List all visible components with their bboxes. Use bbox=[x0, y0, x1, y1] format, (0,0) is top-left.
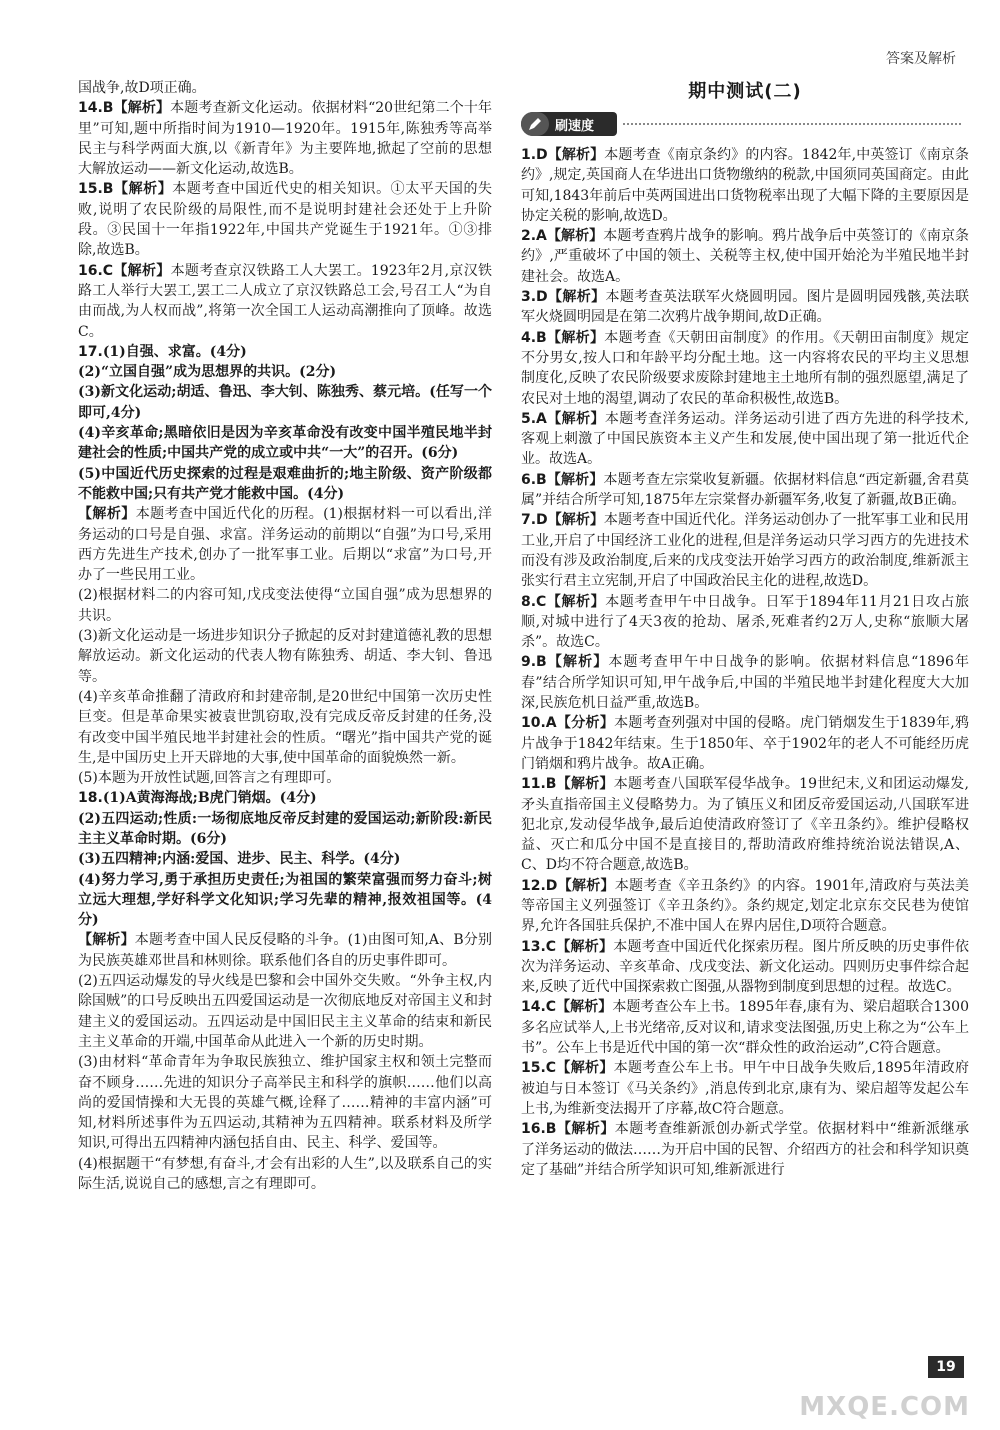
answer-paragraph bbox=[521, 145, 969, 226]
question-number: 14.B bbox=[78, 100, 114, 117]
answer-text: (4)辛亥革命;黑暗依旧是因为辛亥革命没有改变中国半殖民地半封建社会的性质;中国共产党的成立或中共“一大”的召开。(6分) bbox=[78, 425, 492, 462]
answer-text: (2)五四运动爆发的导火线是巴黎和会中国外交失败。“外争主权,内除国贼”的口号反映出五四爱国运动是一次彻底地反对帝国主义和封建主义的爱国运动。五四运动是中国旧民主主义革命的结束和新民主主义革命的开端,中国革命从此进入一个新的历史时期。 bbox=[78, 973, 492, 1050]
answer-text: 本题考查《南京条约》的内容。1842年,中英签订《南京条约》,规定,英国商人在华进出口货物缴纳的税款,中国须同英国商定。由此可知,1843年前后中英两国进出口货物税率出现了大幅下降的主要原因是协定关税的影响,故选D。 bbox=[521, 147, 970, 224]
header-label: 答案及解析 bbox=[886, 51, 956, 67]
answer-text: 本题考查中国近代化。洋务运动创办了一批军事工业和民用工业,开启了中国经济工业化的进程,但是洋务运动只学习西方的先进技术而没有涉及政治制度,后来的戊戌变法开始学习西方的政治制度,维新派主张实行君主立宪制,开启了中国政治民主化的进程,故选D。 bbox=[521, 512, 969, 590]
analysis-tag: 【解析】 bbox=[556, 999, 613, 1016]
analysis-tag: 【解析】 bbox=[546, 329, 605, 346]
analysis-tag: 【解析】 bbox=[556, 938, 614, 955]
question-number: 15.B bbox=[78, 181, 114, 198]
question-number: 10.A bbox=[521, 715, 557, 732]
question-number: 5.A bbox=[521, 410, 547, 427]
answer-paragraph bbox=[78, 1154, 492, 1195]
analysis-tag: 【解析】 bbox=[546, 228, 604, 245]
answer-text: 本题考查洋务运动。洋务运动引进了西方先进的科学技术,客观上刺激了中国民族资本主义产生和发展,使中国出现了第一批近代企业。故选A。 bbox=[521, 410, 970, 468]
answer-paragraph bbox=[78, 78, 492, 98]
answer-paragraph bbox=[521, 652, 969, 713]
answer-paragraph bbox=[521, 713, 969, 774]
analysis-tag: 【解析】 bbox=[556, 1121, 615, 1138]
question-number: 4.B bbox=[521, 329, 547, 346]
answer-text: 本题考查中国近代化探索历程。图片所反映的历史事件依次为洋务运动、辛亥革命、戊戌变法、新文化运动。四则历史事件综合起来,反映了近代中国探索救亡图强,从器物到制度到思想的过程。故选C。 bbox=[521, 938, 970, 996]
answer-paragraph bbox=[521, 409, 969, 470]
answer-text: (2)根据材料二的内容可知,戊戌变法使得“立国自强”成为思想界的共识。 bbox=[78, 587, 492, 624]
answer-text: (5)中国近代历史探索的过程是艰难曲折的;地主阶级、资产阶级都不能救中国;只有共产党才能救中国。(4分) bbox=[78, 465, 492, 502]
page-number: 19 bbox=[928, 1356, 964, 1378]
question-number: 1.D bbox=[521, 147, 548, 163]
answer-paragraph bbox=[78, 1052, 492, 1153]
analysis-tag: 【解析】 bbox=[556, 776, 614, 793]
question-number: 11.B bbox=[521, 776, 557, 793]
analysis-tag: 【解析】 bbox=[78, 932, 135, 949]
answer-text: 本题考查甲午中日战争。日军于1894年11月21日攻占旅顺,对城中进行了4天3夜的抢劫、屠杀,死难者约2万人,史称“旅顺大屠杀”。故选C。 bbox=[521, 593, 970, 651]
analysis-tag: 【解析】 bbox=[113, 181, 173, 198]
answer-paragraph bbox=[78, 382, 492, 423]
answer-paragraph bbox=[521, 328, 969, 409]
answer-text: 本题考查鸦片战争的影响。鸦片战争后中英签订的《南京条约》,严重破坏了中国的领土、关税等主权,使中国开始沦为半殖民地半封建社会。故选A。 bbox=[521, 228, 970, 285]
analysis-tag: 【解析】 bbox=[113, 262, 171, 279]
answer-text: 本题考查左宗棠收复新疆。依据材料信息“西定新疆,舍君莫属”并结合所学可知,1875年左宗棠督办新疆军务,收复了新疆,故B正确。 bbox=[521, 471, 970, 509]
pencil-icon bbox=[521, 112, 549, 136]
analysis-tag: 【分析】 bbox=[556, 715, 615, 732]
answer-text: 本题考查中国近代化的历程。(1)根据材料一可以看出,洋务运动的口号是自强、求富。洋务运动的前期以“自强”为口号,采用西方先进生产技术,创办了一批军事工业。后期以“求富”为口号,开办了一些民用工业。 bbox=[78, 506, 493, 584]
answer-text: 本题考查列强对中国的侵略。虎门销烟发生于1839年,鸦片战争于1842年结束。生于1850年、卒于1902年的老人不可能经历虎门销烟和鸦片战争。故A正确。 bbox=[521, 715, 970, 772]
answer-text: (3)由材料“革命青年为争取民族独立、维护国家主权和领土完整而奋不顾身……先进的知识分子高举民主和科学的旗帜……他们以高尚的爱国情操和大无畏的英雄气概,诠释了……精神的丰富内涵”可知,材料所述事件为五四运动,其精神为五四精神。联系材料及所学知识,可得出五四精神内涵包括自由、民主、科学、爱国等。 bbox=[78, 1054, 492, 1152]
answer-text: (1)A黄海海战;B虎门销烟。(4分) bbox=[102, 790, 317, 807]
question-number: 9.B bbox=[521, 654, 547, 671]
analysis-tag: 【解析】 bbox=[113, 100, 171, 117]
answer-paragraph bbox=[521, 876, 969, 937]
answer-paragraph bbox=[521, 287, 969, 328]
answer-paragraph bbox=[521, 997, 969, 1058]
answer-text: 本题考查公车上书。甲午中日战争失败后,1895年清政府被迫与日本签订《马关条约》,消息传到北京,康有为、梁启超等发起公车上书,为维新变法揭开了序幕,故C符合题意。 bbox=[521, 1060, 970, 1117]
answer-text: (5)本题为开放性试题,回答言之有理即可。 bbox=[78, 770, 341, 787]
answer-text: (4)辛亥革命推翻了清政府和封建帝制,是20世纪中国第一次历史性巨变。但是革命果实被袁世凯窃取,没有完成反帝反封建的任务,没有改变中国半殖民地半封建社会的性质。“曙光”指中国共产党的诞生,是中国历史上开天辟地的大事,使中国革命的面貌焕然一新。 bbox=[78, 688, 492, 766]
answer-paragraph bbox=[78, 768, 492, 788]
left-column bbox=[78, 78, 492, 1194]
answer-paragraph bbox=[78, 585, 492, 626]
answer-paragraph bbox=[521, 1058, 969, 1119]
answer-paragraph bbox=[78, 423, 492, 464]
answer-paragraph bbox=[521, 510, 969, 591]
answer-paragraph bbox=[78, 504, 492, 585]
question-number: 16.C bbox=[78, 262, 114, 279]
answer-text: 本题考查《天朝田亩制度》的作用。《天朝田亩制度》规定不分男女,按人口和年龄平均分配土地。这一内容将农民的平均主义思想制度化,反映了农民阶级要求废除封建地主土地所有制的强烈愿望,满足了农民对土地的渴望,调动了农民的革命积极性,故选B。 bbox=[521, 329, 970, 407]
question-number: 7.D bbox=[521, 512, 548, 529]
answer-text: (1)自强、求富。(4分) bbox=[102, 343, 247, 360]
analysis-tag: 【解析】 bbox=[546, 471, 604, 488]
answer-paragraph bbox=[521, 592, 969, 653]
answer-paragraph bbox=[78, 849, 492, 869]
answer-text: (4)根据题干“有梦想,有奋斗,才会有出彩的人生”,以及联系自己的实际生活,说说自己的感想,言之有理即可。 bbox=[78, 1155, 492, 1193]
answer-paragraph bbox=[78, 179, 492, 260]
answer-paragraph bbox=[521, 226, 969, 287]
analysis-tag: 【解析】 bbox=[78, 506, 136, 523]
answer-text: 本题考查英法联军火烧圆明园。图片是圆明园残骸,英法联军火烧圆明园是在第二次鸦片战争期间,故D正确。 bbox=[521, 289, 969, 326]
answer-text: (2)五四运动;性质:一场彻底地反帝反封建的爱国运动;新阶段:新民主主义革命时期。(6分) bbox=[78, 810, 492, 847]
answer-text: 本题考查甲午中日战争的影响。依据材料信息“1896年春”结合所学知识可知,甲午战争后,中国的半殖民地半封建化程度大大加深,民族危机日益严重,故选B。 bbox=[521, 654, 969, 712]
question-number: 2.A bbox=[521, 228, 547, 245]
answer-paragraph bbox=[78, 809, 492, 850]
answer-text: (3)新文化运动是一场进步知识分子掀起的反对封建道德礼教的思想解放运动。新文化运动的代表人物有陈独秀、胡适、李大钊、鲁迅等。 bbox=[78, 628, 492, 685]
section-title: 期中测试(二) bbox=[688, 81, 802, 102]
speed-label: 刷速度 bbox=[555, 118, 595, 134]
dotted-divider bbox=[623, 123, 961, 125]
question-number: 6.B bbox=[521, 471, 547, 488]
answer-paragraph bbox=[78, 362, 492, 382]
answer-paragraph bbox=[521, 937, 969, 998]
question-number: 16.B bbox=[521, 1121, 557, 1138]
answer-paragraph bbox=[78, 261, 492, 342]
answer-paragraph bbox=[521, 470, 969, 511]
answer-paragraph bbox=[78, 870, 492, 931]
question-number: 8.C bbox=[521, 593, 547, 610]
answer-text: 本题考查维新派创办新式学堂。依据材料中“维新派继承了洋务运动的做法……为开启中国的民智、介绍西方的社会和科学知识奠定了基础”并结合所学知识可知,维新派进行 bbox=[521, 1121, 970, 1178]
answer-text: 本题考查中国人民反侵略的斗争。(1)由图可知,A、B分别为民族英雄邓世昌和林则徐。联系他们各自的历史事件即可。 bbox=[78, 932, 492, 969]
answer-text: (3)五四精神;内涵:爱国、进步、民主、科学。(4分) bbox=[78, 851, 401, 868]
answer-paragraph bbox=[521, 1119, 969, 1180]
analysis-tag: 【解析】 bbox=[547, 512, 604, 529]
answer-paragraph bbox=[78, 98, 492, 179]
watermark: MXQE.COM bbox=[799, 1392, 970, 1422]
question-number: 3.D bbox=[521, 289, 548, 306]
answer-paragraph bbox=[78, 687, 492, 768]
answer-paragraph bbox=[78, 930, 492, 971]
analysis-tag: 【解析】 bbox=[557, 877, 615, 894]
answer-paragraph bbox=[78, 788, 492, 808]
analysis-tag: 【解析】 bbox=[556, 1060, 614, 1077]
answer-paragraph bbox=[521, 774, 969, 875]
answer-text: (2)“立国自强”成为思想界的共识。(2分) bbox=[78, 364, 337, 381]
right-column bbox=[521, 145, 969, 1180]
analysis-tag: 【解析】 bbox=[546, 410, 605, 427]
answer-paragraph bbox=[78, 342, 492, 362]
question-number: 12.D bbox=[521, 877, 558, 894]
question-number: 15.C bbox=[521, 1060, 557, 1077]
speed-badge bbox=[521, 112, 617, 136]
answer-text: (3)新文化运动;胡适、鲁迅、李大钊、陈独秀、蔡元培。(任写一个即可,4分) bbox=[78, 384, 492, 421]
question-number: 13.C bbox=[521, 938, 557, 955]
answer-text: 本题考查八国联军侵华战争。19世纪末,义和团运动爆发,矛头直指帝国主义侵略势力。为了镇压义和团反帝爱国运动,八国联军进犯北京,发动侵华战争,最后迫使清政府签订了《辛丑条约》。维护侵略权益、灭亡和瓜分中国不是直接目的,帮助清政府维持统治说法错误,A、C、D均不符合题意,故选B。 bbox=[521, 776, 970, 874]
answer-paragraph bbox=[78, 971, 492, 1052]
answer-text: 本题考查京汉铁路工人大罢工。1923年2月,京汉铁路工人举行大罢工,罢工二人成立了京汉铁路总工会,号召工人“为自由而战,为人权而战”,将第一次全国工人运动高潮推向了顶峰。故选C。 bbox=[78, 262, 492, 340]
answer-text: 本题考查中国近代史的相关知识。①太平天国的失败,说明了农民阶级的局限性,而不是说明封建社会还处于上升阶段。③民国十一年指1922年,中国共产党诞生于1921年。①③排除,故选B。 bbox=[78, 181, 493, 259]
analysis-tag: 【解析】 bbox=[547, 289, 606, 306]
question-number: 14.C bbox=[521, 999, 557, 1016]
answer-paragraph bbox=[78, 464, 492, 505]
answer-text: 本题考查新文化运动。依据材料“20世纪第二个十年里”可知,题中所指时间为1910—1920年。1915年,陈独秀等高举民主与科学两面大旗,以《新青年》为主要阵地,掀起了空前的思想大解放运动——新文化运动,故选B。 bbox=[78, 100, 492, 178]
speed-banner bbox=[521, 110, 969, 138]
question-number: 17. bbox=[78, 343, 103, 360]
answer-text: 本题考查《辛丑条约》的内容。1901年,清政府与英法美等帝国主义列强签订《辛丑条约》。条约规定,划定北京东交民巷为使馆界,允许各国驻兵保护,不准中国人在界内居住,D项符合题意。 bbox=[521, 877, 970, 935]
question-number: 18. bbox=[78, 790, 103, 807]
answer-text: 本题考查公车上书。1895年春,康有为、梁启超联合1300多名应试举人,上书光绪帝,反对议和,请求变法图强,历史上称之为“公车上书”。公车上书是近代中国的第一次“群众性的政治运动”,C符合题意。 bbox=[521, 999, 969, 1057]
answer-paragraph bbox=[78, 626, 492, 687]
analysis-tag: 【解析】 bbox=[546, 654, 609, 671]
answer-text: 国战争,故D项正确。 bbox=[78, 80, 206, 96]
answer-text: (4)努力学习,勇于承担历史责任;为祖国的繁荣富强而努力奋斗;树立远大理想,学好科学文化知识;学习先辈的精神,报效祖国等。(4分) bbox=[78, 871, 492, 929]
analysis-tag: 【解析】 bbox=[546, 593, 606, 610]
analysis-tag: 【解析】 bbox=[547, 147, 605, 163]
